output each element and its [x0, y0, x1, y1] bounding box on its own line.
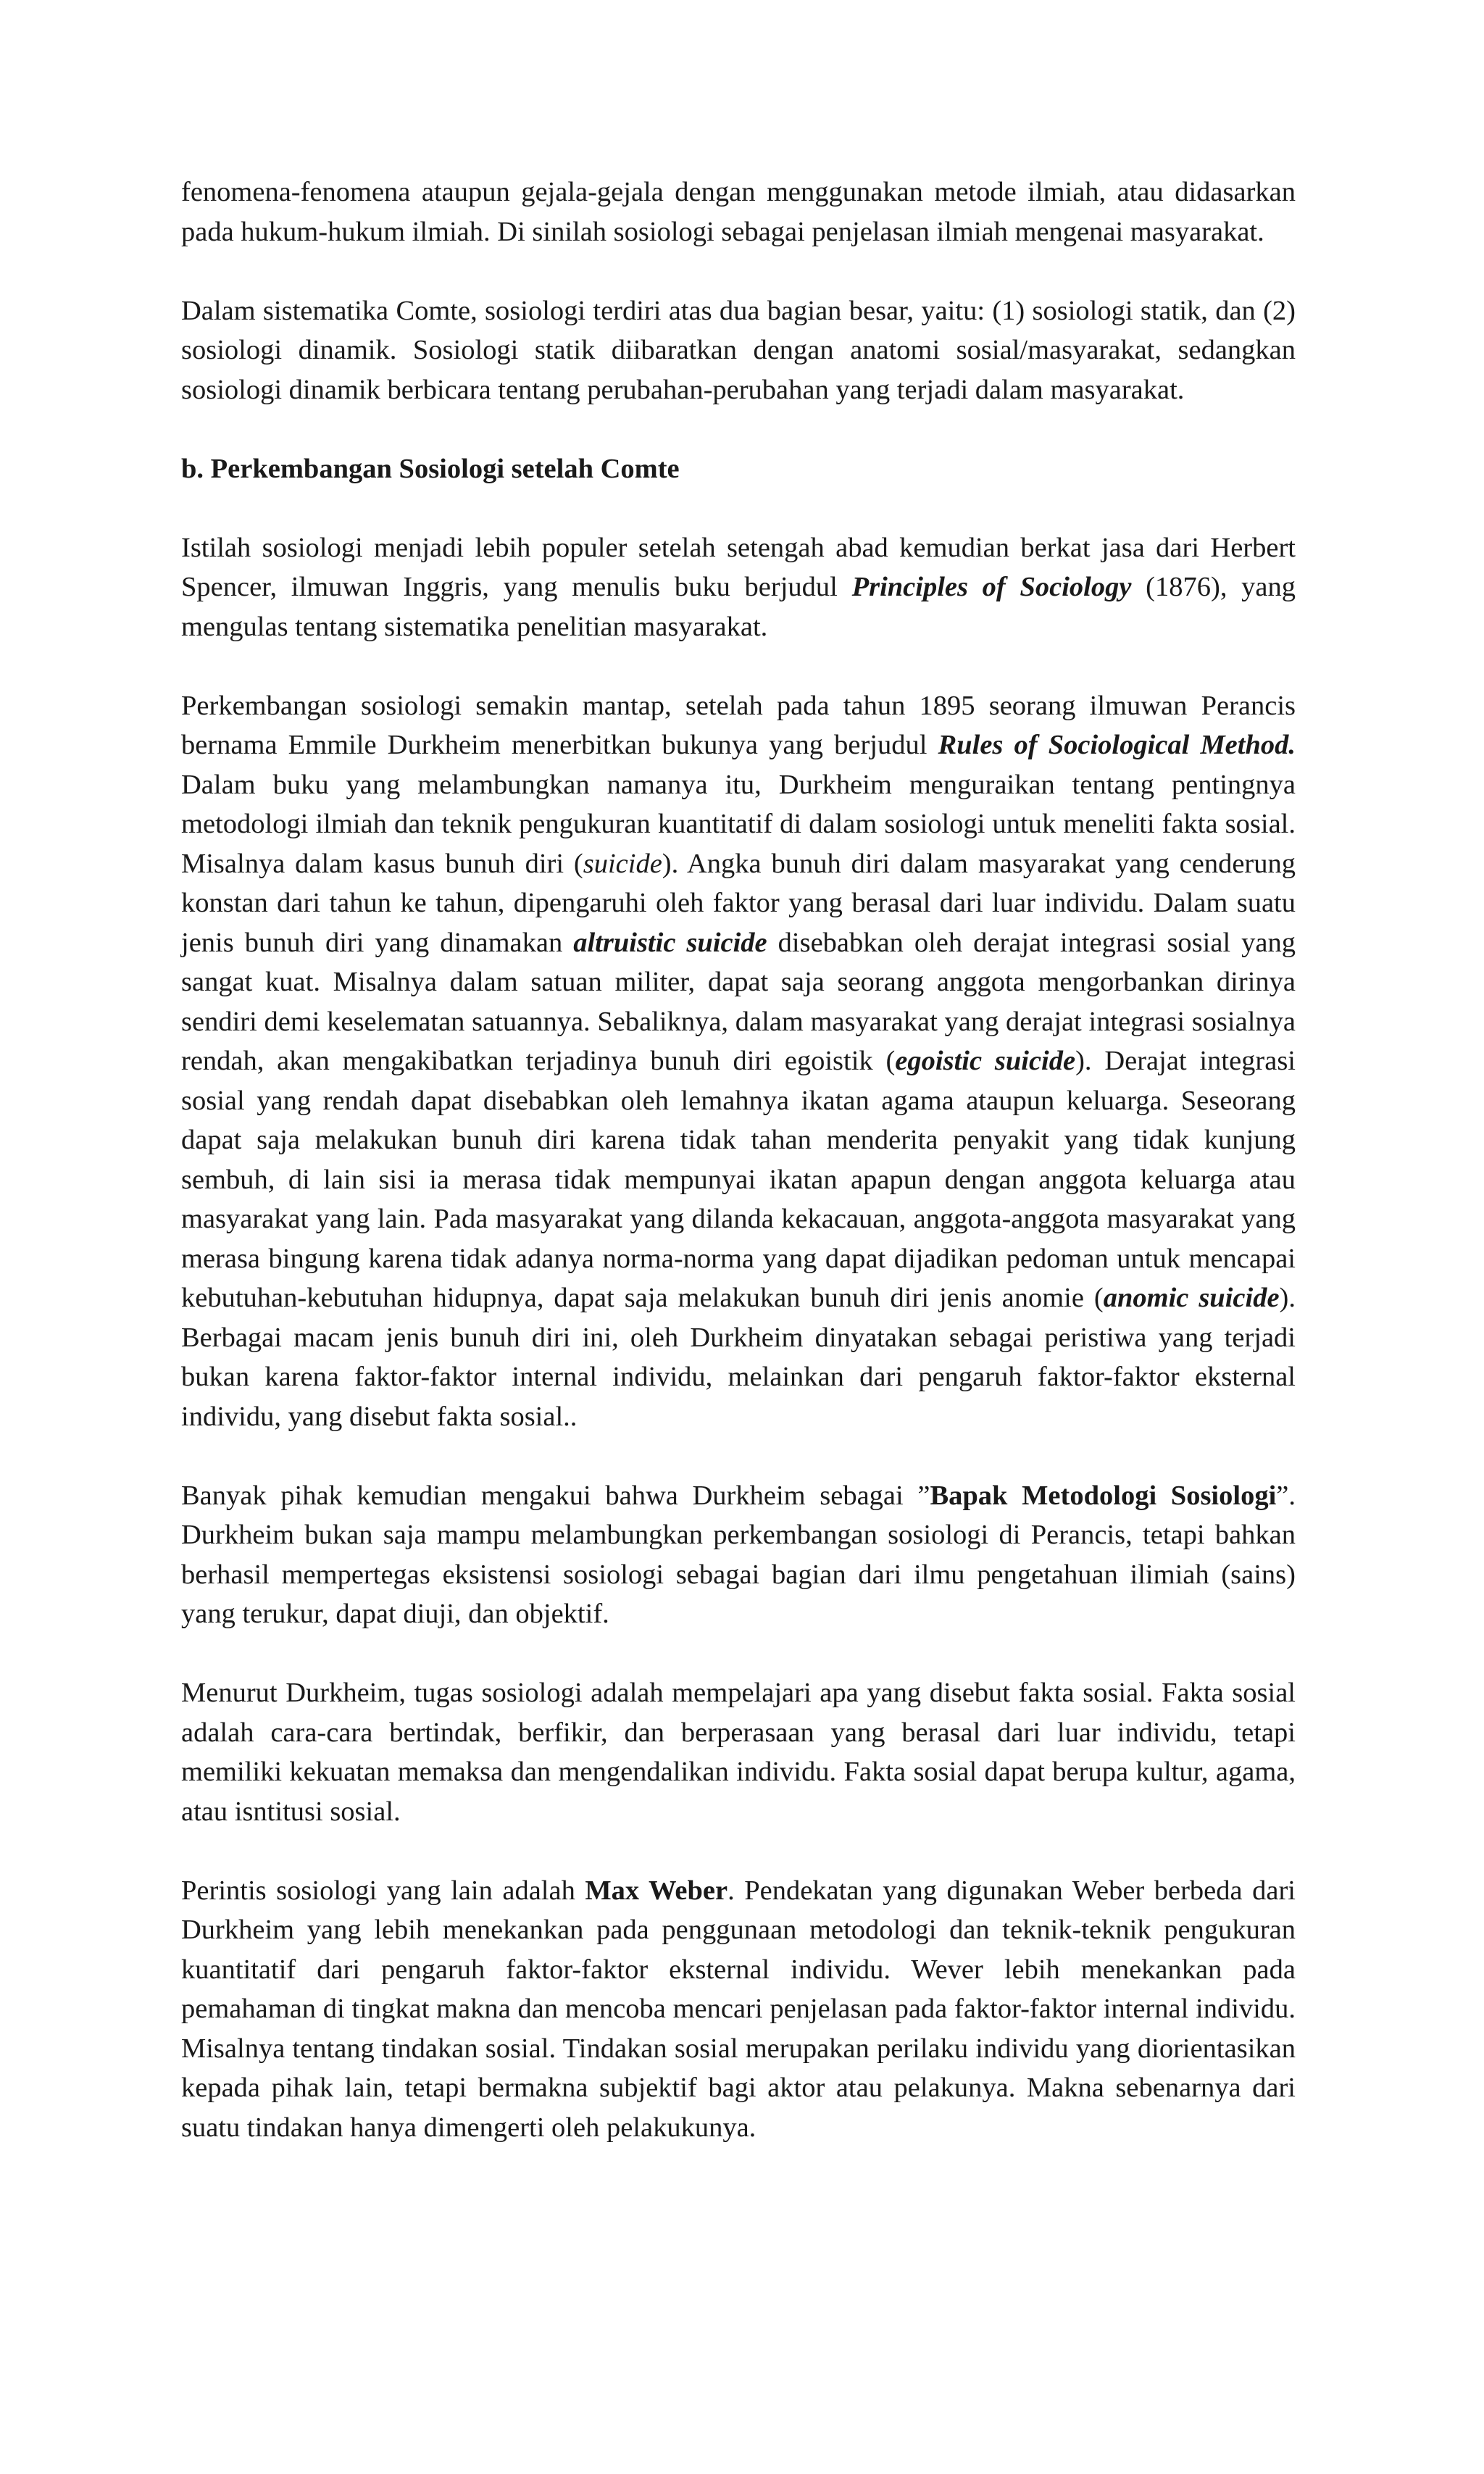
book-title-rules-of-sociological-method: Rules of Sociological Method.	[938, 730, 1296, 760]
paragraph-durkheim-father	[181, 1476, 1296, 1634]
text-run: ). Angka bunuh diri dalam masyarakat yang cenderung konstan dari tahun ke tahun, dipengaruhi oleh faktor yang berasal dari luar individu. Dalam suatu jenis bunuh diri yang dinamakan	[181, 848, 1296, 958]
text-run: ). Derajat integrasi sosial yang rendah dapat disebabkan oleh lemahnya ikatan agama ataupun keluarga. Seseorang dapat saja melakukan bunuh diri karena tidak tahan menderita penyakit yang tidak kunjung sembuh, di lain sisi ia merasa tidak mempunyai ikatan apapun dengan anggota keluarga atau masyarakat yang lain. Pada masyarakat yang dilanda kekacauan, anggota-anggota masyarakat yang merasa bingung karena tidak adanya norma-norma yang dapat dijadikan pedoman untuk mencapai kebutuhan-kebutuhan hidupnya, dapat saja melakukan bunuh diri jenis anomie (	[181, 1046, 1296, 1313]
text-run: Banyak pihak kemudian mengakui bahwa Durkheim sebagai ”	[181, 1480, 930, 1511]
term-suicide: suicide	[583, 848, 662, 879]
paragraph-text: Menurut Durkheim, tugas sosiologi adalah mempelajari apa yang disebut fakta sosial. Fakta sosial adalah cara-cara bertindak, berfikir, dan berperasaan yang berasal dari luar individu, tetapi memiliki kekuatan memaksa dan mengendalikan individu. Fakta sosial dapat berupa kultur, agama, atau isntitusi sosial.	[181, 1678, 1296, 1827]
text-run: . Pendekatan yang digunakan Weber berbeda dari Durkheim yang lebih menekankan pada penggunaan metodologi dan teknik-teknik pengukuran kuantitatif dari pengaruh faktor-faktor eksternal individu. Wever lebih menekankan pada pemahaman di tingkat makna dan mencoba mencari penjelasan pada faktor-faktor internal individu. Misalnya tentang tindakan sosial. Tindakan sosial merupakan perilaku individu yang diorientasikan kepada pihak lain, tetapi bermakna subjektif bagi aktor atau pelakunya. Makna sebenarnya dari suatu tindakan hanya dimengerti oleh pelakukunya.	[181, 1875, 1296, 2143]
text-run: ). Berbagai macam jenis bunuh diri ini, oleh Durkheim dinyatakan sebagai peristiwa yang terjadi bukan karena faktor-faktor internal individu, melainkan dari pengaruh faktor-faktor eksternal individu, yang disebut fakta sosial..	[181, 1283, 1296, 1432]
paragraph-text: fenomena-fenomena ataupun gejala-gejala dengan menggunakan metode ilmiah, atau didasarkan pada hukum-hukum ilmiah. Di sinilah sosiologi sebagai penjelasan ilmiah mengenai masyarakat.	[181, 177, 1296, 247]
paragraph-comte-method	[181, 172, 1296, 251]
name-max-weber: Max Weber	[585, 1875, 728, 1906]
text-run: Istilah sosiologi menjadi lebih populer setelah setengah abad kemudian berkat jasa dari Herbert Spencer, ilmuwan Inggris, yang menulis buku berjudul	[181, 532, 1296, 602]
document-page	[181, 172, 1296, 2187]
text-run: disebabkan oleh derajat integrasi sosial yang sangat kuat. Misalnya dalam satuan militer, dapat saja seorang anggota mengorbankan dirinya sendiri demi keselematan satuannya. Sebaliknya, dalam masyarakat yang derajat integrasi sosialnya rendah, akan mengakibatkan terjadinya bunuh diri egoistik (	[181, 927, 1296, 1076]
paragraph-spencer	[181, 528, 1296, 647]
text-run: ”. Durkheim bukan saja mampu melambungkan perkembangan sosiologi di Perancis, tetapi bahkan berhasil mempertegas eksistensi sosiologi sebagai bagian dari ilmu pengetahuan ilimiah (sains) yang terukur, dapat diuji, dan objektif.	[181, 1480, 1296, 1629]
text-run: (1876), yang mengulas tentang sistematika penelitian masyarakat.	[181, 572, 1296, 642]
text-run: Dalam buku yang melambungkan namanya itu, Durkheim menguraikan tentang pentingnya metodologi ilmiah dan teknik pengukuran kuantitatif di dalam sosiologi untuk meneliti fakta sosial. Misalnya dalam kasus bunuh diri (	[181, 769, 1296, 879]
term-altruistic-suicide: altruistic suicide	[573, 927, 767, 958]
paragraph-comte-systematics	[181, 291, 1296, 410]
text-run: Perkembangan sosiologi semakin mantap, setelah pada tahun 1895 seorang ilmuwan Perancis bernama Emmile Durkheim menerbitkan bukunya yang berjudul	[181, 690, 1296, 760]
term-bapak-metodologi-sosiologi: Bapak Metodologi Sosiologi	[930, 1480, 1277, 1511]
paragraph-text: Dalam sistematika Comte, sosiologi terdiri atas dua bagian besar, yaitu: (1) sosiologi statik, dan (2) sosiologi dinamik. Sosiologi statik diibaratkan dengan anatomi sosial/masyarakat, sedangkan sosiologi dinamik berbicara tentang perubahan-perubahan yang terjadi dalam masyarakat.	[181, 295, 1296, 405]
paragraph-durkheim-suicide	[181, 686, 1296, 1437]
paragraph-social-fact	[181, 1673, 1296, 1831]
book-title-principles-of-sociology: Principles of Sociology	[851, 572, 1132, 602]
term-anomic-suicide: anomic suicide	[1103, 1283, 1280, 1313]
section-heading-after-comte: b. Perkembangan Sosiologi setelah Comte	[181, 453, 680, 484]
term-egoistic-suicide: egoistic suicide	[895, 1046, 1076, 1076]
text-run: Perintis sosiologi yang lain adalah	[181, 1875, 585, 1906]
paragraph-max-weber	[181, 1871, 1296, 2148]
